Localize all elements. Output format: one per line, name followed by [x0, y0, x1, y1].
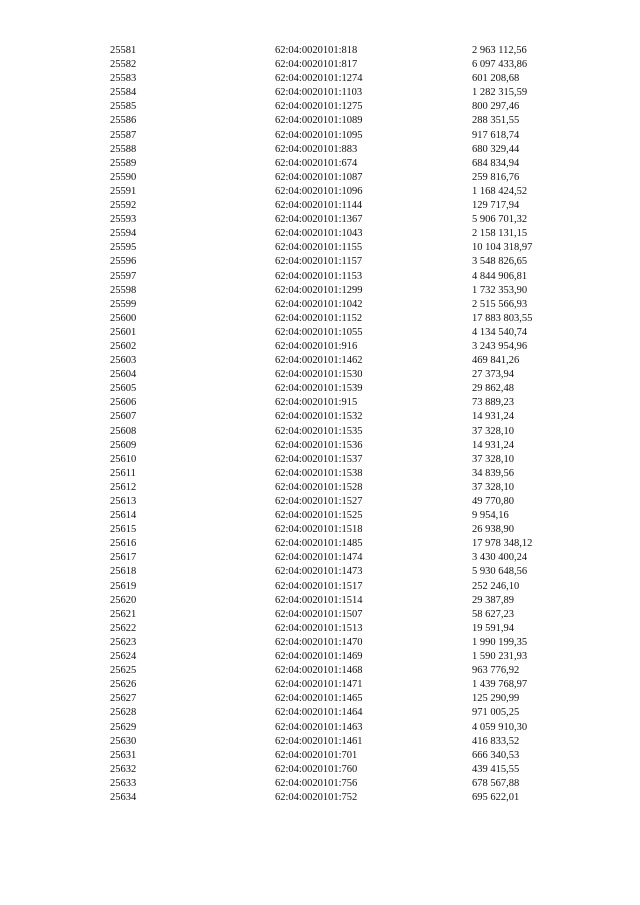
- table-row: [110, 44, 592, 58]
- cadastral-number-cell: 62:04:0020101:1465: [275, 693, 363, 705]
- row-number-cell: 25594: [110, 228, 137, 240]
- row-number-cell: 25618: [110, 566, 137, 578]
- cadastral-number-cell: 62:04:0020101:701: [275, 749, 358, 761]
- cadastral-value-cell: 9 954,16: [472, 510, 509, 522]
- table-row: [110, 537, 592, 551]
- row-number-cell: 25622: [110, 622, 137, 634]
- table-row: [110, 340, 592, 354]
- table-row: [110, 368, 592, 382]
- table-row: [110, 791, 592, 805]
- cadastral-number-cell: 62:04:0020101:1538: [275, 467, 363, 479]
- cadastral-number-cell: 62:04:0020101:1461: [275, 735, 363, 747]
- cadastral-number-cell: 62:04:0020101:916: [275, 340, 358, 352]
- cadastral-number-cell: 62:04:0020101:1535: [275, 425, 363, 437]
- cadastral-value-cell: 416 833,52: [472, 735, 520, 747]
- cadastral-number-cell: 62:04:0020101:1469: [275, 651, 363, 663]
- cadastral-value-cell: 439 415,55: [472, 763, 520, 775]
- table-row: [110, 481, 592, 495]
- cadastral-number-cell: 62:04:0020101:1539: [275, 383, 363, 395]
- cadastral-number-cell: 62:04:0020101:1527: [275, 496, 363, 507]
- table-row: [110, 213, 592, 227]
- cadastral-number-cell: 62:04:0020101:1055: [275, 326, 363, 338]
- cadastral-number-cell: 62:04:0020101:1096: [275, 185, 363, 197]
- cadastral-number-cell: 62:04:0020101:1367: [275, 214, 363, 226]
- table-row: [110, 439, 592, 453]
- table-row: [110, 241, 592, 255]
- table-row: [110, 721, 592, 735]
- row-number-cell: 25590: [110, 171, 137, 183]
- row-number-cell: 25603: [110, 355, 137, 367]
- cadastral-number-cell: 62:04:0020101:1089: [275, 115, 363, 127]
- cadastral-number-cell: 62:04:0020101:818: [275, 45, 358, 56]
- cadastral-number-cell: 62:04:0020101:1514: [275, 594, 363, 606]
- table-row: [110, 636, 592, 650]
- row-number-cell: 25625: [110, 665, 137, 677]
- table-row: [110, 185, 592, 199]
- cadastral-value-cell: 27 373,94: [472, 369, 514, 381]
- cadastral-value-cell: 6 097 433,86: [472, 59, 528, 71]
- row-number-cell: 25588: [110, 143, 137, 155]
- cadastral-value-cell: 2 963 112,56: [472, 45, 527, 56]
- table-body: [110, 44, 592, 805]
- table-row: [110, 622, 592, 636]
- cadastral-value-cell: 971 005,25: [472, 707, 520, 719]
- cadastral-number-cell: 62:04:0020101:1518: [275, 524, 363, 536]
- table-row: [110, 58, 592, 72]
- cadastral-number-cell: 62:04:0020101:1532: [275, 411, 363, 423]
- table-row: [110, 777, 592, 791]
- cadastral-value-cell: 73 889,23: [472, 397, 514, 409]
- table-row: [110, 551, 592, 565]
- cadastral-value-cell: 37 328,10: [472, 425, 514, 437]
- cadastral-value-cell: 963 776,92: [472, 665, 520, 677]
- cadastral-value-cell: 34 839,56: [472, 467, 514, 479]
- row-number-cell: 25634: [110, 791, 137, 803]
- cadastral-value-cell: 1 439 768,97: [472, 679, 528, 691]
- row-number-cell: 25595: [110, 242, 137, 254]
- table-row: [110, 580, 592, 594]
- cadastral-value-cell: 680 329,44: [472, 143, 520, 155]
- row-number-cell: 25617: [110, 552, 137, 564]
- cadastral-number-cell: 62:04:0020101:1463: [275, 721, 363, 733]
- cadastral-value-cell: 26 938,90: [472, 524, 514, 536]
- cadastral-value-cell: 5 930 648,56: [472, 566, 528, 578]
- table-row: [110, 298, 592, 312]
- cadastral-number-cell: 62:04:0020101:915: [275, 397, 358, 409]
- cadastral-value-cell: 684 834,94: [472, 157, 520, 169]
- cadastral-number-cell: 62:04:0020101:1470: [275, 636, 363, 648]
- table-row: [110, 86, 592, 100]
- row-number-cell: 25630: [110, 735, 137, 747]
- cadastral-number-cell: 62:04:0020101:1043: [275, 228, 363, 240]
- row-number-cell: 25623: [110, 636, 137, 648]
- table-row: [110, 129, 592, 143]
- cadastral-number-cell: 62:04:0020101:1462: [275, 355, 363, 367]
- row-number-cell: 25593: [110, 214, 137, 226]
- table-row: [110, 396, 592, 410]
- row-number-cell: 25621: [110, 608, 137, 620]
- table-row: [110, 453, 592, 467]
- cadastral-value-cell: 1 590 231,93: [472, 651, 528, 663]
- table-row: [110, 706, 592, 720]
- row-number-cell: 25626: [110, 679, 137, 691]
- row-number-cell: 25627: [110, 693, 137, 705]
- cadastral-value-cell: 695 622,01: [472, 791, 520, 803]
- row-number-cell: 25604: [110, 369, 137, 381]
- cadastral-number-cell: 62:04:0020101:1536: [275, 439, 363, 451]
- table-row: [110, 565, 592, 579]
- cadastral-value-cell: 3 430 400,24: [472, 552, 528, 564]
- cadastral-value-cell: 3 243 954,96: [472, 340, 528, 352]
- cadastral-number-cell: 62:04:0020101:1473: [275, 566, 363, 578]
- cadastral-number-cell: 62:04:0020101:1507: [275, 608, 363, 620]
- cadastral-value-cell: 601 208,68: [472, 73, 520, 85]
- cadastral-number-cell: 62:04:0020101:1474: [275, 552, 363, 564]
- cadastral-value-cell: 58 627,23: [472, 608, 514, 620]
- table-row: [110, 100, 592, 114]
- cadastral-number-cell: 62:04:0020101:883: [275, 143, 358, 155]
- table-row: [110, 664, 592, 678]
- cadastral-value-cell: 666 340,53: [472, 749, 520, 761]
- row-number-cell: 25581: [110, 45, 137, 56]
- table-row: [110, 692, 592, 706]
- cadastral-value-cell: 4 059 910,30: [472, 721, 528, 733]
- cadastral-number-cell: 62:04:0020101:1103: [275, 87, 363, 99]
- row-number-cell: 25607: [110, 411, 137, 423]
- cadastral-number-cell: 62:04:0020101:1087: [275, 171, 363, 183]
- cadastral-value-cell: 4 844 906,81: [472, 270, 528, 282]
- cadastral-number-cell: 62:04:0020101:1157: [275, 256, 363, 268]
- cadastral-number-cell: 62:04:0020101:1530: [275, 369, 363, 381]
- row-number-cell: 25597: [110, 270, 137, 282]
- table-row: [110, 114, 592, 128]
- row-number-cell: 25628: [110, 707, 137, 719]
- table-row: [110, 171, 592, 185]
- cadastral-value-cell: 29 862,48: [472, 383, 514, 395]
- cadastral-value-cell: 800 297,46: [472, 101, 520, 113]
- cadastral-value-cell: 49 770,80: [472, 496, 514, 507]
- cadastral-value-cell: 10 104 318,97: [472, 242, 533, 254]
- table-row: [110, 312, 592, 326]
- cadastral-value-cell: 29 387,89: [472, 594, 514, 606]
- table-row: [110, 735, 592, 749]
- cadastral-value-cell: 129 717,94: [472, 200, 520, 212]
- cadastral-value-cell: 3 548 826,65: [472, 256, 528, 268]
- row-number-cell: 25616: [110, 538, 137, 550]
- cadastral-number-cell: 62:04:0020101:817: [275, 59, 358, 71]
- cadastral-number-cell: 62:04:0020101:1537: [275, 453, 363, 465]
- cadastral-number-cell: 62:04:0020101:1144: [275, 200, 363, 212]
- cadastral-value-cell: 14 931,24: [472, 411, 514, 423]
- table-row: [110, 608, 592, 622]
- cadastral-value-cell: 14 931,24: [472, 439, 514, 451]
- cadastral-value-cell: 37 328,10: [472, 481, 514, 493]
- row-number-cell: 25631: [110, 749, 137, 761]
- table-row: [110, 763, 592, 777]
- row-number-cell: 25608: [110, 425, 137, 437]
- row-number-cell: 25632: [110, 763, 137, 775]
- table-row: [110, 749, 592, 763]
- row-number-cell: 25619: [110, 580, 137, 592]
- cadastral-value-cell: 1 168 424,52: [472, 185, 528, 197]
- row-number-cell: 25629: [110, 721, 137, 733]
- table-row: [110, 326, 592, 340]
- cadastral-value-cell: 19 591,94: [472, 622, 514, 634]
- row-number-cell: 25587: [110, 129, 137, 141]
- cadastral-number-cell: 62:04:0020101:1528: [275, 481, 363, 493]
- table-row: [110, 425, 592, 439]
- table-row: [110, 382, 592, 396]
- cadastral-value-cell: 125 290,99: [472, 693, 520, 705]
- row-number-cell: 25599: [110, 298, 137, 310]
- table-row: [110, 354, 592, 368]
- table-row: [110, 410, 592, 424]
- row-number-cell: 25633: [110, 777, 137, 789]
- table-row: [110, 594, 592, 608]
- table-row: [110, 495, 592, 509]
- table-row: [110, 509, 592, 523]
- cadastral-number-cell: 62:04:0020101:756: [275, 777, 358, 789]
- cadastral-value-cell: 1 732 353,90: [472, 284, 528, 296]
- cadastral-value-cell: 917 618,74: [472, 129, 520, 141]
- row-number-cell: 25620: [110, 594, 137, 606]
- cadastral-value-cell: 2 158 131,15: [472, 228, 528, 240]
- row-number-cell: 25600: [110, 312, 137, 324]
- cadastral-number-cell: 62:04:0020101:760: [275, 763, 358, 775]
- row-number-cell: 25609: [110, 439, 137, 451]
- cadastral-number-cell: 62:04:0020101:1464: [275, 707, 363, 719]
- row-number-cell: 25598: [110, 284, 137, 296]
- cadastral-value-cell: 37 328,10: [472, 453, 514, 465]
- cadastral-value-cell: 288 351,55: [472, 115, 520, 127]
- cadastral-number-cell: 62:04:0020101:1275: [275, 101, 363, 113]
- row-number-cell: 25602: [110, 340, 137, 352]
- row-number-cell: 25613: [110, 496, 137, 507]
- table-row: [110, 523, 592, 537]
- cadastral-value-cell: 1 990 199,35: [472, 636, 528, 648]
- cadastral-value-cell: 5 906 701,32: [472, 214, 528, 226]
- table-row: [110, 157, 592, 171]
- row-number-cell: 25591: [110, 185, 137, 197]
- row-number-cell: 25601: [110, 326, 137, 338]
- table-row: [110, 143, 592, 157]
- cadastral-number-cell: 62:04:0020101:1155: [275, 242, 363, 254]
- table-row: [110, 72, 592, 86]
- cadastral-number-cell: 62:04:0020101:1525: [275, 510, 363, 522]
- cadastral-number-cell: 62:04:0020101:1471: [275, 679, 363, 691]
- table-row: [110, 467, 592, 481]
- row-number-cell: 25589: [110, 157, 137, 169]
- cadastral-value-cell: 2 515 566,93: [472, 298, 528, 310]
- cadastral-value-cell: 4 134 540,74: [472, 326, 528, 338]
- cadastral-value-cell: 17 883 803,55: [472, 312, 533, 324]
- row-number-cell: 25586: [110, 115, 137, 127]
- cadastral-number-cell: 62:04:0020101:1095: [275, 129, 363, 141]
- cadastral-number-cell: 62:04:0020101:1153: [275, 270, 363, 282]
- table-row: [110, 650, 592, 664]
- cadastral-number-cell: 62:04:0020101:674: [275, 157, 358, 169]
- cadastral-number-cell: 62:04:0020101:1042: [275, 298, 363, 310]
- table-row: [110, 678, 592, 692]
- row-number-cell: 25592: [110, 200, 137, 212]
- table-row: [110, 284, 592, 298]
- table-row: [110, 270, 592, 284]
- row-number-cell: 25584: [110, 87, 137, 99]
- row-number-cell: 25612: [110, 481, 137, 493]
- row-number-cell: 25615: [110, 524, 137, 536]
- cadastral-number-cell: 62:04:0020101:1468: [275, 665, 363, 677]
- cadastral-number-cell: 62:04:0020101:1299: [275, 284, 363, 296]
- row-number-cell: 25585: [110, 101, 137, 113]
- cadastral-value-cell: 1 282 315,59: [472, 87, 528, 99]
- cadastral-number-cell: 62:04:0020101:1274: [275, 73, 363, 85]
- row-number-cell: 25611: [110, 467, 136, 479]
- table-row: [110, 199, 592, 213]
- cadastral-value-cell: 252 246,10: [472, 580, 520, 592]
- row-number-cell: 25606: [110, 397, 137, 409]
- cadastral-value-cell: 17 978 348,12: [472, 538, 533, 550]
- cadastral-number-cell: 62:04:0020101:1485: [275, 538, 363, 550]
- cadastral-value-cell: 259 816,76: [472, 171, 520, 183]
- table-row: [110, 227, 592, 241]
- table-row: [110, 255, 592, 269]
- cadastral-number-cell: 62:04:0020101:1152: [275, 312, 363, 324]
- row-number-cell: 25605: [110, 383, 137, 395]
- cadastral-number-cell: 62:04:0020101:1513: [275, 622, 363, 634]
- cadastral-value-cell: 678 567,88: [472, 777, 520, 789]
- row-number-cell: 25614: [110, 510, 137, 522]
- cadastral-number-cell: 62:04:0020101:1517: [275, 580, 363, 592]
- row-number-cell: 25596: [110, 256, 137, 268]
- row-number-cell: 25582: [110, 59, 137, 71]
- cadastral-value-table: [110, 44, 592, 805]
- row-number-cell: 25610: [110, 453, 137, 465]
- row-number-cell: 25583: [110, 73, 137, 85]
- cadastral-value-cell: 469 841,26: [472, 355, 520, 367]
- cadastral-number-cell: 62:04:0020101:752: [275, 791, 358, 803]
- row-number-cell: 25624: [110, 651, 137, 663]
